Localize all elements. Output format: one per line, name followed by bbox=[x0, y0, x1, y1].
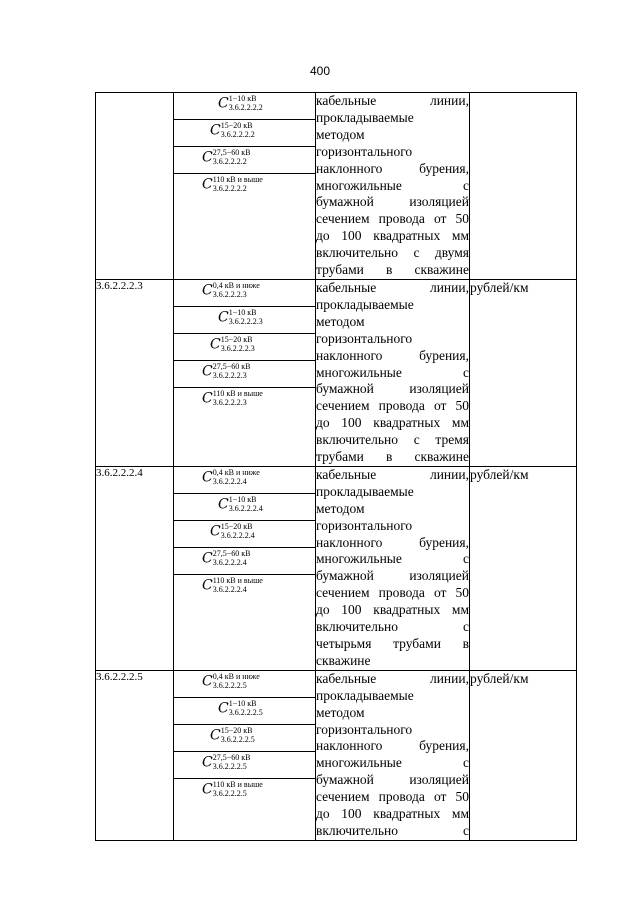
cost-symbol bbox=[174, 698, 315, 725]
symbol-letter: C bbox=[202, 282, 213, 299]
description-line: методом bbox=[316, 500, 365, 516]
cost-symbol bbox=[174, 334, 315, 361]
description-line: бумажной изоляцией bbox=[316, 568, 469, 584]
symbol-voltage: 110 кВ и выше bbox=[212, 175, 263, 185]
description-line: методом bbox=[316, 313, 365, 329]
symbol-letter: C bbox=[210, 727, 221, 744]
unit-cell: рублей/км bbox=[470, 670, 577, 840]
tariff-table bbox=[95, 92, 577, 841]
description-line: наклонного бурения, bbox=[316, 347, 469, 363]
symbol-letter: C bbox=[202, 577, 213, 594]
cost-symbol bbox=[174, 548, 315, 575]
symbol-index: 3.6.2.2.2.3 bbox=[220, 344, 255, 354]
symbol-letter: C bbox=[210, 523, 221, 540]
description-line: прокладываемые bbox=[316, 296, 414, 312]
description-line: бумажной изоляцией bbox=[316, 194, 469, 210]
cost-symbol bbox=[174, 467, 315, 494]
symbol-index: 3.6.2.2.2.4 bbox=[212, 477, 247, 487]
symbol-voltage: 15−20 кВ bbox=[220, 121, 253, 131]
description-line: многожильные с bbox=[316, 364, 469, 380]
symbols-cell bbox=[174, 466, 316, 670]
symbol-voltage: 1−10 кВ bbox=[228, 495, 257, 505]
cost-symbol bbox=[174, 174, 315, 200]
symbol-voltage: 1−10 кВ bbox=[228, 699, 257, 709]
symbol-letter: C bbox=[202, 363, 213, 380]
table-row bbox=[96, 670, 577, 840]
cost-symbol bbox=[174, 725, 315, 752]
page-number: 400 bbox=[309, 64, 331, 78]
description-line: трубами в скважине bbox=[316, 262, 469, 278]
symbol-voltage: 1−10 кВ bbox=[228, 94, 257, 104]
symbol-index: 3.6.2.2.2.4 bbox=[228, 504, 263, 514]
description-line: сечением провода от 50 bbox=[316, 211, 469, 227]
symbol-list bbox=[174, 467, 315, 601]
symbols-cell bbox=[174, 670, 316, 840]
symbol-index: 3.6.2.2.2.2 bbox=[212, 184, 247, 194]
symbol-voltage: 0,4 кВ и ниже bbox=[212, 281, 260, 291]
cost-symbol bbox=[174, 494, 315, 521]
description-line: наклонного бурения, bbox=[316, 534, 469, 550]
cost-symbol bbox=[174, 521, 315, 548]
unit-cell bbox=[470, 93, 577, 280]
symbol-voltage: 110 кВ и выше bbox=[212, 576, 263, 586]
description-line: бумажной изоляцией bbox=[316, 772, 469, 788]
symbol-letter: C bbox=[202, 673, 213, 690]
description-line: до 100 квадратных мм bbox=[316, 415, 469, 431]
table-body bbox=[96, 93, 577, 841]
symbol-index: 3.6.2.2.2.5 bbox=[212, 681, 247, 691]
symbol-index: 3.6.2.2.2.5 bbox=[212, 762, 247, 772]
symbol-voltage: 27,5−60 кВ bbox=[212, 362, 251, 372]
symbol-index: 3.6.2.2.2.3 bbox=[212, 398, 247, 408]
symbol-voltage: 110 кВ и выше bbox=[212, 780, 263, 790]
description-line: бумажной изоляцией bbox=[316, 381, 469, 397]
description-line: включительно с двумя bbox=[316, 245, 469, 261]
symbol-letter: C bbox=[210, 336, 221, 353]
symbol-list bbox=[174, 93, 315, 200]
description-cell bbox=[316, 279, 470, 466]
symbol-letter: C bbox=[218, 95, 229, 112]
description-line: до 100 квадратных мм bbox=[316, 806, 469, 822]
description-line: скважине bbox=[316, 652, 371, 668]
description-line: кабельные линии, bbox=[316, 466, 469, 482]
symbol-index: 3.6.2.2.2.5 bbox=[220, 735, 255, 745]
description-cell bbox=[316, 670, 470, 840]
description-line: методом bbox=[316, 704, 365, 720]
description-line: до 100 квадратных мм bbox=[316, 602, 469, 618]
description-line: сечением провода от 50 bbox=[316, 789, 469, 805]
symbol-voltage: 27,5−60 кВ bbox=[212, 549, 251, 559]
description-line: многожильные с bbox=[316, 177, 469, 193]
description-line: горизонтального bbox=[316, 517, 413, 533]
symbol-voltage: 27,5−60 кВ bbox=[212, 753, 251, 763]
cost-symbol bbox=[174, 388, 315, 414]
symbol-index: 3.6.2.2.2.4 bbox=[220, 531, 255, 541]
description-line: прокладываемые bbox=[316, 687, 414, 703]
symbol-letter: C bbox=[202, 754, 213, 771]
description-line: многожильные с bbox=[316, 755, 469, 771]
symbols-cell bbox=[174, 93, 316, 280]
symbol-letter: C bbox=[202, 469, 213, 486]
description-line: методом bbox=[316, 126, 365, 142]
description-line: прокладываемые bbox=[316, 483, 414, 499]
row-code: 3.6.2.2.2.4 bbox=[96, 466, 174, 670]
row-code bbox=[96, 93, 174, 280]
description-cell bbox=[316, 466, 470, 670]
description-cell bbox=[316, 93, 470, 280]
symbol-voltage: 0,4 кВ и ниже bbox=[212, 468, 260, 478]
description-line: горизонтального bbox=[316, 721, 413, 737]
symbol-list bbox=[174, 671, 315, 805]
symbol-voltage: 15−20 кВ bbox=[220, 522, 253, 532]
description-line: сечением провода от 50 bbox=[316, 585, 469, 601]
symbol-index: 3.6.2.2.2.5 bbox=[228, 708, 263, 718]
symbol-list bbox=[174, 280, 315, 414]
cost-symbol bbox=[174, 120, 315, 147]
symbol-index: 3.6.2.2.2.2 bbox=[212, 157, 247, 167]
unit-cell: рублей/км bbox=[470, 466, 577, 670]
cost-symbol bbox=[174, 671, 315, 698]
description-line: многожильные с bbox=[316, 551, 469, 567]
symbol-index: 3.6.2.2.2.3 bbox=[212, 290, 247, 300]
symbol-letter: C bbox=[202, 550, 213, 567]
description-line: горизонтального bbox=[316, 143, 413, 159]
symbol-voltage: 0,4 кВ и ниже bbox=[212, 672, 260, 682]
table-row bbox=[96, 466, 577, 670]
symbol-letter: C bbox=[202, 149, 213, 166]
cost-symbol bbox=[174, 93, 315, 120]
symbol-letter: C bbox=[202, 390, 213, 407]
description-line: прокладываемые bbox=[316, 109, 414, 125]
symbol-letter: C bbox=[202, 176, 213, 193]
symbol-index: 3.6.2.2.2.2 bbox=[228, 103, 263, 113]
description-line: сечением провода от 50 bbox=[316, 398, 469, 414]
description-line: включительно с bbox=[316, 619, 469, 635]
table-row bbox=[96, 93, 577, 280]
table-row bbox=[96, 279, 577, 466]
cost-symbol bbox=[174, 779, 315, 805]
symbol-voltage: 15−20 кВ bbox=[220, 726, 253, 736]
symbol-voltage: 1−10 кВ bbox=[228, 308, 257, 318]
unit-cell: рублей/км bbox=[470, 279, 577, 466]
symbol-voltage: 15−20 кВ bbox=[220, 335, 253, 345]
description-line: до 100 квадратных мм bbox=[316, 228, 469, 244]
description-line: включительно с тремя bbox=[316, 432, 469, 448]
symbol-letter: C bbox=[202, 781, 213, 798]
symbol-letter: C bbox=[218, 700, 229, 717]
symbol-voltage: 110 кВ и выше bbox=[212, 389, 263, 399]
symbol-index: 3.6.2.2.2.3 bbox=[212, 371, 247, 381]
description-line: кабельные линии, bbox=[316, 670, 469, 686]
symbol-letter: C bbox=[218, 309, 229, 326]
cost-symbol bbox=[174, 575, 315, 601]
cost-symbol bbox=[174, 361, 315, 388]
symbol-index: 3.6.2.2.2.2 bbox=[220, 130, 255, 140]
cost-symbol bbox=[174, 147, 315, 174]
description-line: включительно с bbox=[316, 822, 469, 838]
description-line: горизонтального bbox=[316, 330, 413, 346]
symbol-index: 3.6.2.2.2.4 bbox=[212, 558, 247, 568]
description-line: кабельные линии, bbox=[316, 279, 469, 295]
symbol-index: 3.6.2.2.2.3 bbox=[228, 317, 263, 327]
description-line: четырьмя трубами в bbox=[316, 636, 469, 651]
symbol-letter: C bbox=[218, 496, 229, 513]
cost-symbol bbox=[174, 307, 315, 334]
symbol-index: 3.6.2.2.2.4 bbox=[212, 585, 247, 595]
cost-symbol bbox=[174, 752, 315, 779]
description-line: наклонного бурения, bbox=[316, 738, 469, 754]
description-line: наклонного бурения, bbox=[316, 160, 469, 176]
symbols-cell bbox=[174, 279, 316, 466]
description-line: трубами в скважине bbox=[316, 449, 469, 465]
row-code: 3.6.2.2.2.5 bbox=[96, 670, 174, 840]
symbol-index: 3.6.2.2.2.5 bbox=[212, 789, 247, 799]
description-line: кабельные линии, bbox=[316, 93, 469, 108]
symbol-letter: C bbox=[210, 122, 221, 139]
symbol-voltage: 27,5−60 кВ bbox=[212, 148, 251, 158]
row-code: 3.6.2.2.2.3 bbox=[96, 279, 174, 466]
cost-symbol bbox=[174, 280, 315, 307]
